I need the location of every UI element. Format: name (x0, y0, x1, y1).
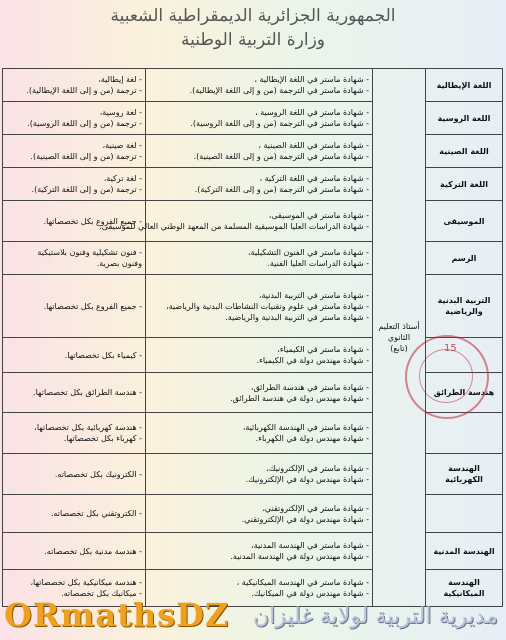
row-category: الهندسة الكهربائية (426, 454, 503, 495)
degree-line: - شهادة مهندس دولة في الكهرباء. (255, 434, 369, 443)
row-specialties (3, 242, 146, 275)
row-category: هندسة الطرائق (426, 373, 503, 413)
degree-line: - شهادة ماستر في الترجمة (من و إلى اللغة التركية). (194, 185, 369, 194)
header-republic: الجمهورية الجزائرية الديمقراطية الشعبية (110, 6, 396, 26)
degree-line: - شهادة مهندس دولة في الميكانيك. (251, 589, 369, 598)
row-category: الرسم (426, 242, 503, 275)
row-category (426, 495, 503, 533)
row-specialties (3, 201, 146, 242)
row-degrees (146, 275, 373, 338)
row-specialties (3, 373, 146, 413)
specialty-line: - جميع الفروع بكل تخصصاتها. (43, 216, 142, 226)
grade-cell (373, 69, 426, 607)
degree-line: - شهادة ماستر في اللغة التركية ، (259, 174, 369, 183)
table-row (3, 275, 503, 338)
table-row (3, 201, 503, 242)
row-category: التربية البدنية والرياضية (426, 275, 503, 338)
degree-line: - شهادة ماستر في علوم وتقنيات النشاطات البدنية والرياضية، (166, 301, 369, 311)
row-specialties (3, 454, 146, 495)
document-header (0, 4, 506, 52)
row-degrees (146, 495, 373, 533)
degree-line: - شهادة ماستر في الإلكترونيك، (266, 464, 369, 473)
degree-line: - شهادة الدراسات العليا الموسيقية المسلمة من المعهد الوطني العالي للموسيقى. (99, 222, 369, 231)
degree-line: - شهادة مهندس دولة في الإلكتروتقني. (241, 514, 369, 524)
row-category: الهندسة الميكانيكية (426, 570, 503, 607)
specialty-line: - لغة صينية، (102, 141, 142, 150)
row-degrees (99, 201, 373, 242)
row-degrees (146, 454, 373, 495)
row-degrees (146, 533, 373, 570)
row-degrees (146, 338, 373, 373)
specialty-line: - ترجمة (من و إلى اللغة التركية). (31, 185, 142, 194)
row-specialties (3, 102, 146, 135)
qualification-table (2, 68, 503, 607)
row-degrees (146, 102, 373, 135)
degree-line: - شهادة ماستر في اللغة الروسية ، (255, 108, 369, 117)
table-row (3, 242, 503, 275)
specialty-line: - ترجمة (من و إلى اللغة الصينية). (30, 152, 142, 161)
table-row (3, 533, 503, 570)
degree-line: - شهادة ماستر في اللغة الصينية ، (258, 141, 369, 150)
table-row (3, 413, 503, 454)
degree-line: - شهادة ماستر في التربية البدنية، (258, 290, 369, 300)
row-specialties (3, 495, 146, 533)
degree-line: - شهادة مهندس دولة في الكيمياء. (256, 356, 369, 365)
row-specialties (3, 275, 146, 338)
row-category: اللغة الروسية (426, 102, 503, 135)
row-specialties (3, 413, 146, 454)
grade-label: أستاذ التعليم الثانوي (378, 322, 420, 342)
degree-line: - شهادة مهندس دولة في هندسة الطرائق. (230, 393, 369, 403)
table-row (3, 69, 503, 102)
specialty-line: - لغة إيطالية، (98, 75, 142, 84)
specialty-line: - ترجمة (من و إلى اللغة الروسية). (27, 119, 142, 128)
specialty-line: - هندسة مدنية بكل تخصصاته. (44, 546, 142, 556)
row-specialties (3, 135, 146, 168)
degree-line: - شهادة ماستر في الإلكتروتقني، (262, 503, 369, 513)
degree-line: - شهادة ماستر في الهندسة الكهربائية، (242, 423, 369, 432)
specialty-line: - لغة روسية، (99, 108, 142, 117)
table-row (3, 102, 503, 135)
specialty-line: - ميكانيك بكل تخصصاته. (61, 589, 142, 598)
row-category: الهندسة المدنية (426, 533, 503, 570)
table-row (3, 168, 503, 201)
table-row (3, 454, 503, 495)
row-specialties (3, 168, 146, 201)
row-degrees (146, 413, 373, 454)
degree-line: - شهادة ماستر في الترجمة (من و إلى اللغة الروسية). (190, 119, 369, 128)
degree-line: - شهادة مهندس دولة في الإلكترونيك. (245, 475, 369, 484)
row-category: اللغة التركية (426, 168, 503, 201)
specialty-line: - هندسة ميكانيكية بكل تخصصاتها، (30, 578, 142, 587)
specialty-line: وفنون بصرية. (96, 259, 142, 268)
degree-line: - شهادة ماستر في التربية البدنية والرياضية. (225, 312, 369, 322)
row-specialties (3, 69, 146, 102)
row-specialties (3, 338, 146, 373)
specialty-line: - كيمياء بكل تخصصاتها. (64, 350, 142, 360)
specialty-line: - لغة تركية، (103, 174, 142, 183)
degree-line: - شهادة ماستر في الهندسة المدنية، (251, 541, 369, 550)
degree-line: - شهادة ماستر في الهندسة الميكانيكية ، (236, 578, 369, 587)
row-degrees (146, 69, 373, 102)
grade-note: (تابع) (390, 344, 408, 353)
row-degrees (146, 242, 373, 275)
specialty-line: - الكتروتقني بكل تخصصاته. (50, 509, 142, 518)
degree-line: - شهادة الدراسات العليا الفنية. (267, 259, 369, 268)
row-specialties (3, 533, 146, 570)
degree-line: - شهادة ماستر في الترجمة (من و إلى اللغة الإيطالية). (189, 86, 369, 95)
row-category: اللغة الإيطالية (426, 69, 503, 102)
row-category: اللغة الصينية (426, 135, 503, 168)
specialty-line: - ترجمة (من و إلى اللغة الإيطالية). (26, 86, 142, 95)
row-category: الموسيقى (426, 201, 503, 242)
specialty-line: - كهرباء بكل تخصصاتها. (63, 434, 142, 443)
specialty-line: - فنون تشكيلية وفنون بلاستيكية (37, 248, 142, 257)
degree-line: - شهادة ماستر في الفنون التشكيلية، (247, 248, 369, 257)
header-ministry: وزارة التربية الوطنية (180, 30, 326, 50)
degree-line: - شهادة ماستر في هندسة الطرائق، (250, 382, 369, 392)
degree-line: - شهادة مهندس دولة في الهندسة المدنية. (230, 552, 369, 561)
row-category (426, 413, 503, 454)
table-row (3, 495, 503, 533)
stamp-number: 15 (444, 343, 457, 354)
degree-line: - شهادة ماستر في اللغة الإيطالية ، (254, 75, 369, 84)
row-degrees (146, 373, 373, 413)
specialty-line: - الكترونيك بكل تخصصاته. (54, 469, 142, 479)
table-row (3, 135, 503, 168)
degree-line: - شهادة ماستر في الموسيقى، (268, 211, 369, 220)
row-degrees (146, 135, 373, 168)
specialty-line: - هندسة كهربائية بكل تخصصاتها، (34, 423, 142, 432)
specialty-line: - هندسة الطرائق بكل تخصصاتها. (33, 388, 142, 397)
degree-line: - شهادة ماستر في الكيمياء، (277, 345, 369, 354)
specialty-line: - جميع الفروع بكل تخصصاتها. (43, 301, 142, 311)
watermark-directorate: مديرية التربية لولاية غليزان (252, 604, 498, 629)
watermark-brand: ORmathsDZ (4, 596, 230, 634)
row-degrees (146, 168, 373, 201)
degree-line: - شهادة ماستر في الترجمة (من و إلى اللغة الصينية). (193, 152, 369, 161)
